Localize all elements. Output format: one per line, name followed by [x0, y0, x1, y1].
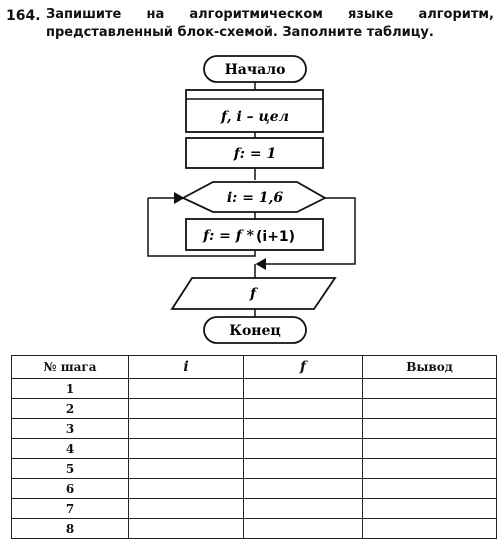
- end-block: [204, 317, 306, 343]
- output-block: [172, 278, 335, 309]
- body-label: f: = f *: [203, 228, 254, 244]
- trace-table: [11, 355, 497, 539]
- cell-output[interactable]: [363, 379, 497, 399]
- cell-output[interactable]: [363, 479, 497, 499]
- table-row: [12, 479, 497, 499]
- cell-output[interactable]: [363, 439, 497, 459]
- step-number: 4: [12, 439, 129, 459]
- cell-output[interactable]: [363, 399, 497, 419]
- cell-i[interactable]: [129, 419, 244, 439]
- output-label: f: [249, 286, 257, 302]
- cell-f[interactable]: [244, 399, 363, 419]
- start-label: Начало: [224, 62, 286, 78]
- col-f: f: [244, 356, 363, 379]
- table-header-row: [12, 356, 497, 379]
- cell-output[interactable]: [363, 419, 497, 439]
- init-block: [186, 138, 323, 168]
- col-i: i: [129, 356, 244, 379]
- task-number: 164.: [6, 8, 41, 24]
- step-number: 5: [12, 459, 129, 479]
- cell-i[interactable]: [129, 459, 244, 479]
- cell-output[interactable]: [363, 499, 497, 519]
- table-row: [12, 419, 497, 439]
- handwritten-note: (i+1): [256, 229, 296, 245]
- step-number: 1: [12, 379, 129, 399]
- col-output: Вывод: [363, 356, 497, 379]
- cell-f[interactable]: [244, 379, 363, 399]
- cell-f[interactable]: [244, 499, 363, 519]
- task-text: Запишите на алгоритмическом языке алгоритм, представленный блок-схемой. Заполните таблицу.: [46, 7, 494, 40]
- cell-f[interactable]: [244, 519, 363, 539]
- step-number: 6: [12, 479, 129, 499]
- step-number: 8: [12, 519, 129, 539]
- cell-output[interactable]: [363, 459, 497, 479]
- cell-i[interactable]: [129, 439, 244, 459]
- loop-block: [183, 182, 325, 212]
- declare-block: [186, 90, 323, 132]
- cell-i[interactable]: [129, 479, 244, 499]
- loop-label: i: = 1,6: [226, 190, 284, 206]
- cell-i[interactable]: [129, 399, 244, 419]
- step-number: 3: [12, 419, 129, 439]
- col-step-number: № шага: [12, 356, 129, 379]
- cell-i[interactable]: [129, 519, 244, 539]
- table-row: [12, 459, 497, 479]
- cell-f[interactable]: [244, 419, 363, 439]
- step-number: 7: [12, 499, 129, 519]
- start-block: [204, 56, 306, 82]
- table-row: [12, 499, 497, 519]
- body-block: [186, 219, 323, 250]
- cell-f[interactable]: [244, 479, 363, 499]
- cell-output[interactable]: [363, 519, 497, 539]
- end-label: Конец: [229, 323, 281, 339]
- init-label: f: = 1: [233, 146, 277, 162]
- cell-f[interactable]: [244, 439, 363, 459]
- cell-i[interactable]: [129, 499, 244, 519]
- cell-i[interactable]: [129, 379, 244, 399]
- table-row: [12, 379, 497, 399]
- declare-label: f, i – цел: [221, 109, 289, 125]
- step-number: 2: [12, 399, 129, 419]
- table-row: [12, 519, 497, 539]
- cell-f[interactable]: [244, 459, 363, 479]
- table-row: [12, 439, 497, 459]
- table-row: [12, 399, 497, 419]
